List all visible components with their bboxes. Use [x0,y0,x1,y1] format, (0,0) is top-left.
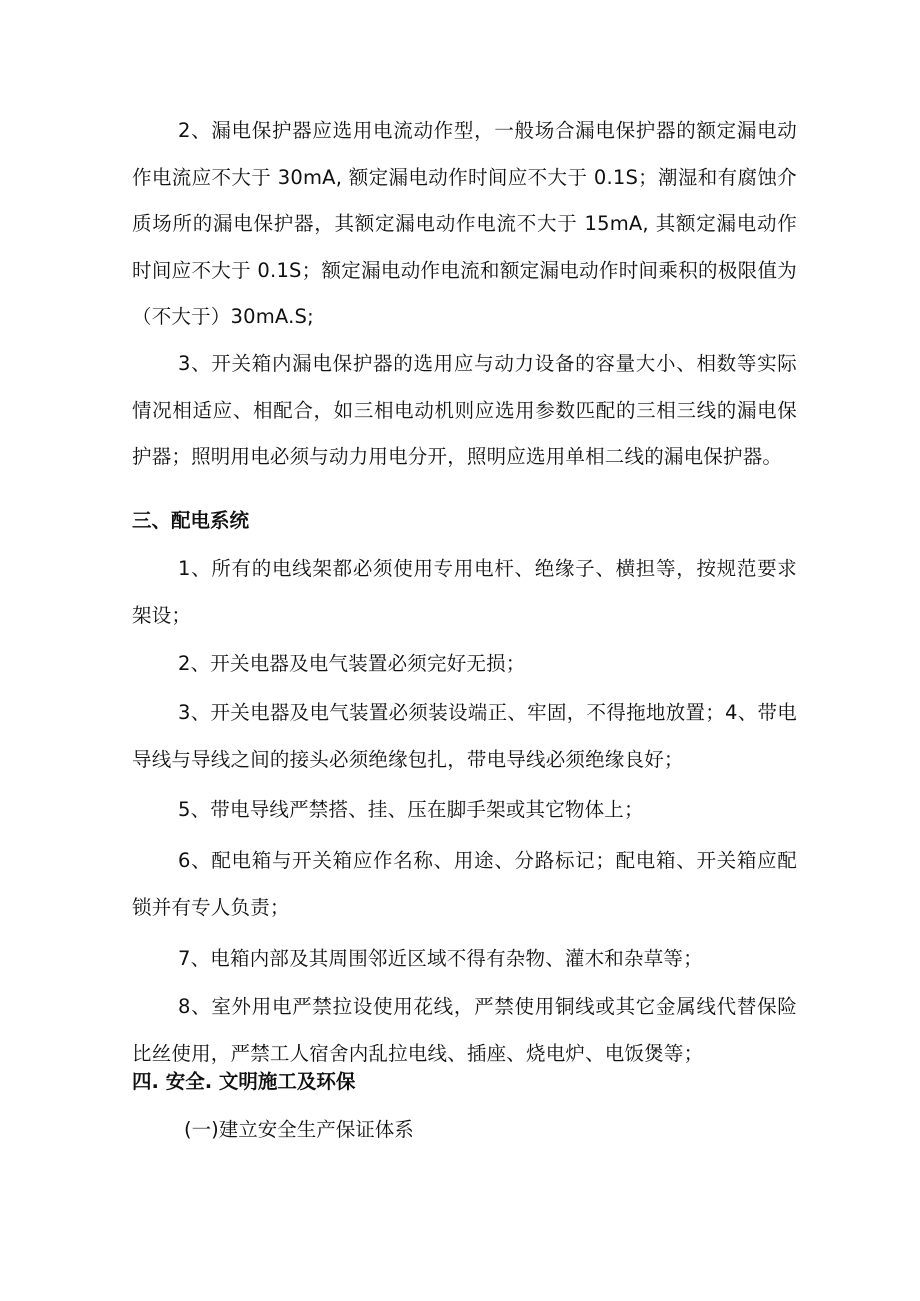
section-heading-distribution-system: 三、配电系统 [132,509,250,532]
subsection-heading-safety-system: (一)建立安全生产保证体系 [184,1118,414,1141]
paragraph-switch-intact: 2、开关电器及电气装置必须完好无损； [178,652,526,675]
paragraph-outdoor-electricity: 8、室外用电严禁拉设使用花线，严禁使用铜线或其它金属线代替保险比丝使用，严禁工人宿舍内乱拉电线、插座、烧电炉、电饭煲等； [132,995,797,1065]
paragraph-switch-box-protector: 3、开关箱内漏电保护器的选用应与动力设备的容量大小、相数等实际情况相适应、相配合，如三相电动机则应选用参数匹配的三相三线的漏电保护器；照明用电必须与动力用电分开，照明应选用单相二线的漏电保护器。 [132,352,797,468]
paragraph-box-labeling: 6、配电箱与开关箱应作名称、用途、分路标记；配电箱、开关箱应配锁并有专人负责； [132,849,797,919]
paragraph-box-surroundings: 7、电箱内部及其周围邻近区域不得有杂物、灌木和杂草等； [178,947,703,970]
paragraph-switch-mounting: 3、开关电器及电气装置必须装设端正、牢固，不得拖地放置；4、带电导线与导线之间的接头必须绝缘包扎，带电导线必须绝缘良好； [132,701,797,771]
paragraph-leakage-protector-selection: 2、漏电保护器应选用电流动作型，一般场合漏电保护器的额定漏电动作电流应不大于 30mA, 额定漏电动作时间应不大于 0.1S；潮湿和有腐蚀介质场所的漏电保护器，其额定漏电动作电流不大于 15mA, 其额定漏电动作时间应不大于 0.1S；额定漏电动作电流和额定漏电动作时间乘积的极限值为（不大于）30mA.S; [132,119,797,328]
paragraph-live-wire-hanging: 5、带电导线严禁搭、挂、压在脚手架或其它物体上； [178,798,644,821]
section-heading-safety-civilized-construction: 四. 安全. 文明施工及环保 [132,1070,356,1093]
paragraph-wire-frames: 1、所有的电线架都必须使用专用电杆、绝缘子、横担等，按规范要求架设； [132,557,797,627]
